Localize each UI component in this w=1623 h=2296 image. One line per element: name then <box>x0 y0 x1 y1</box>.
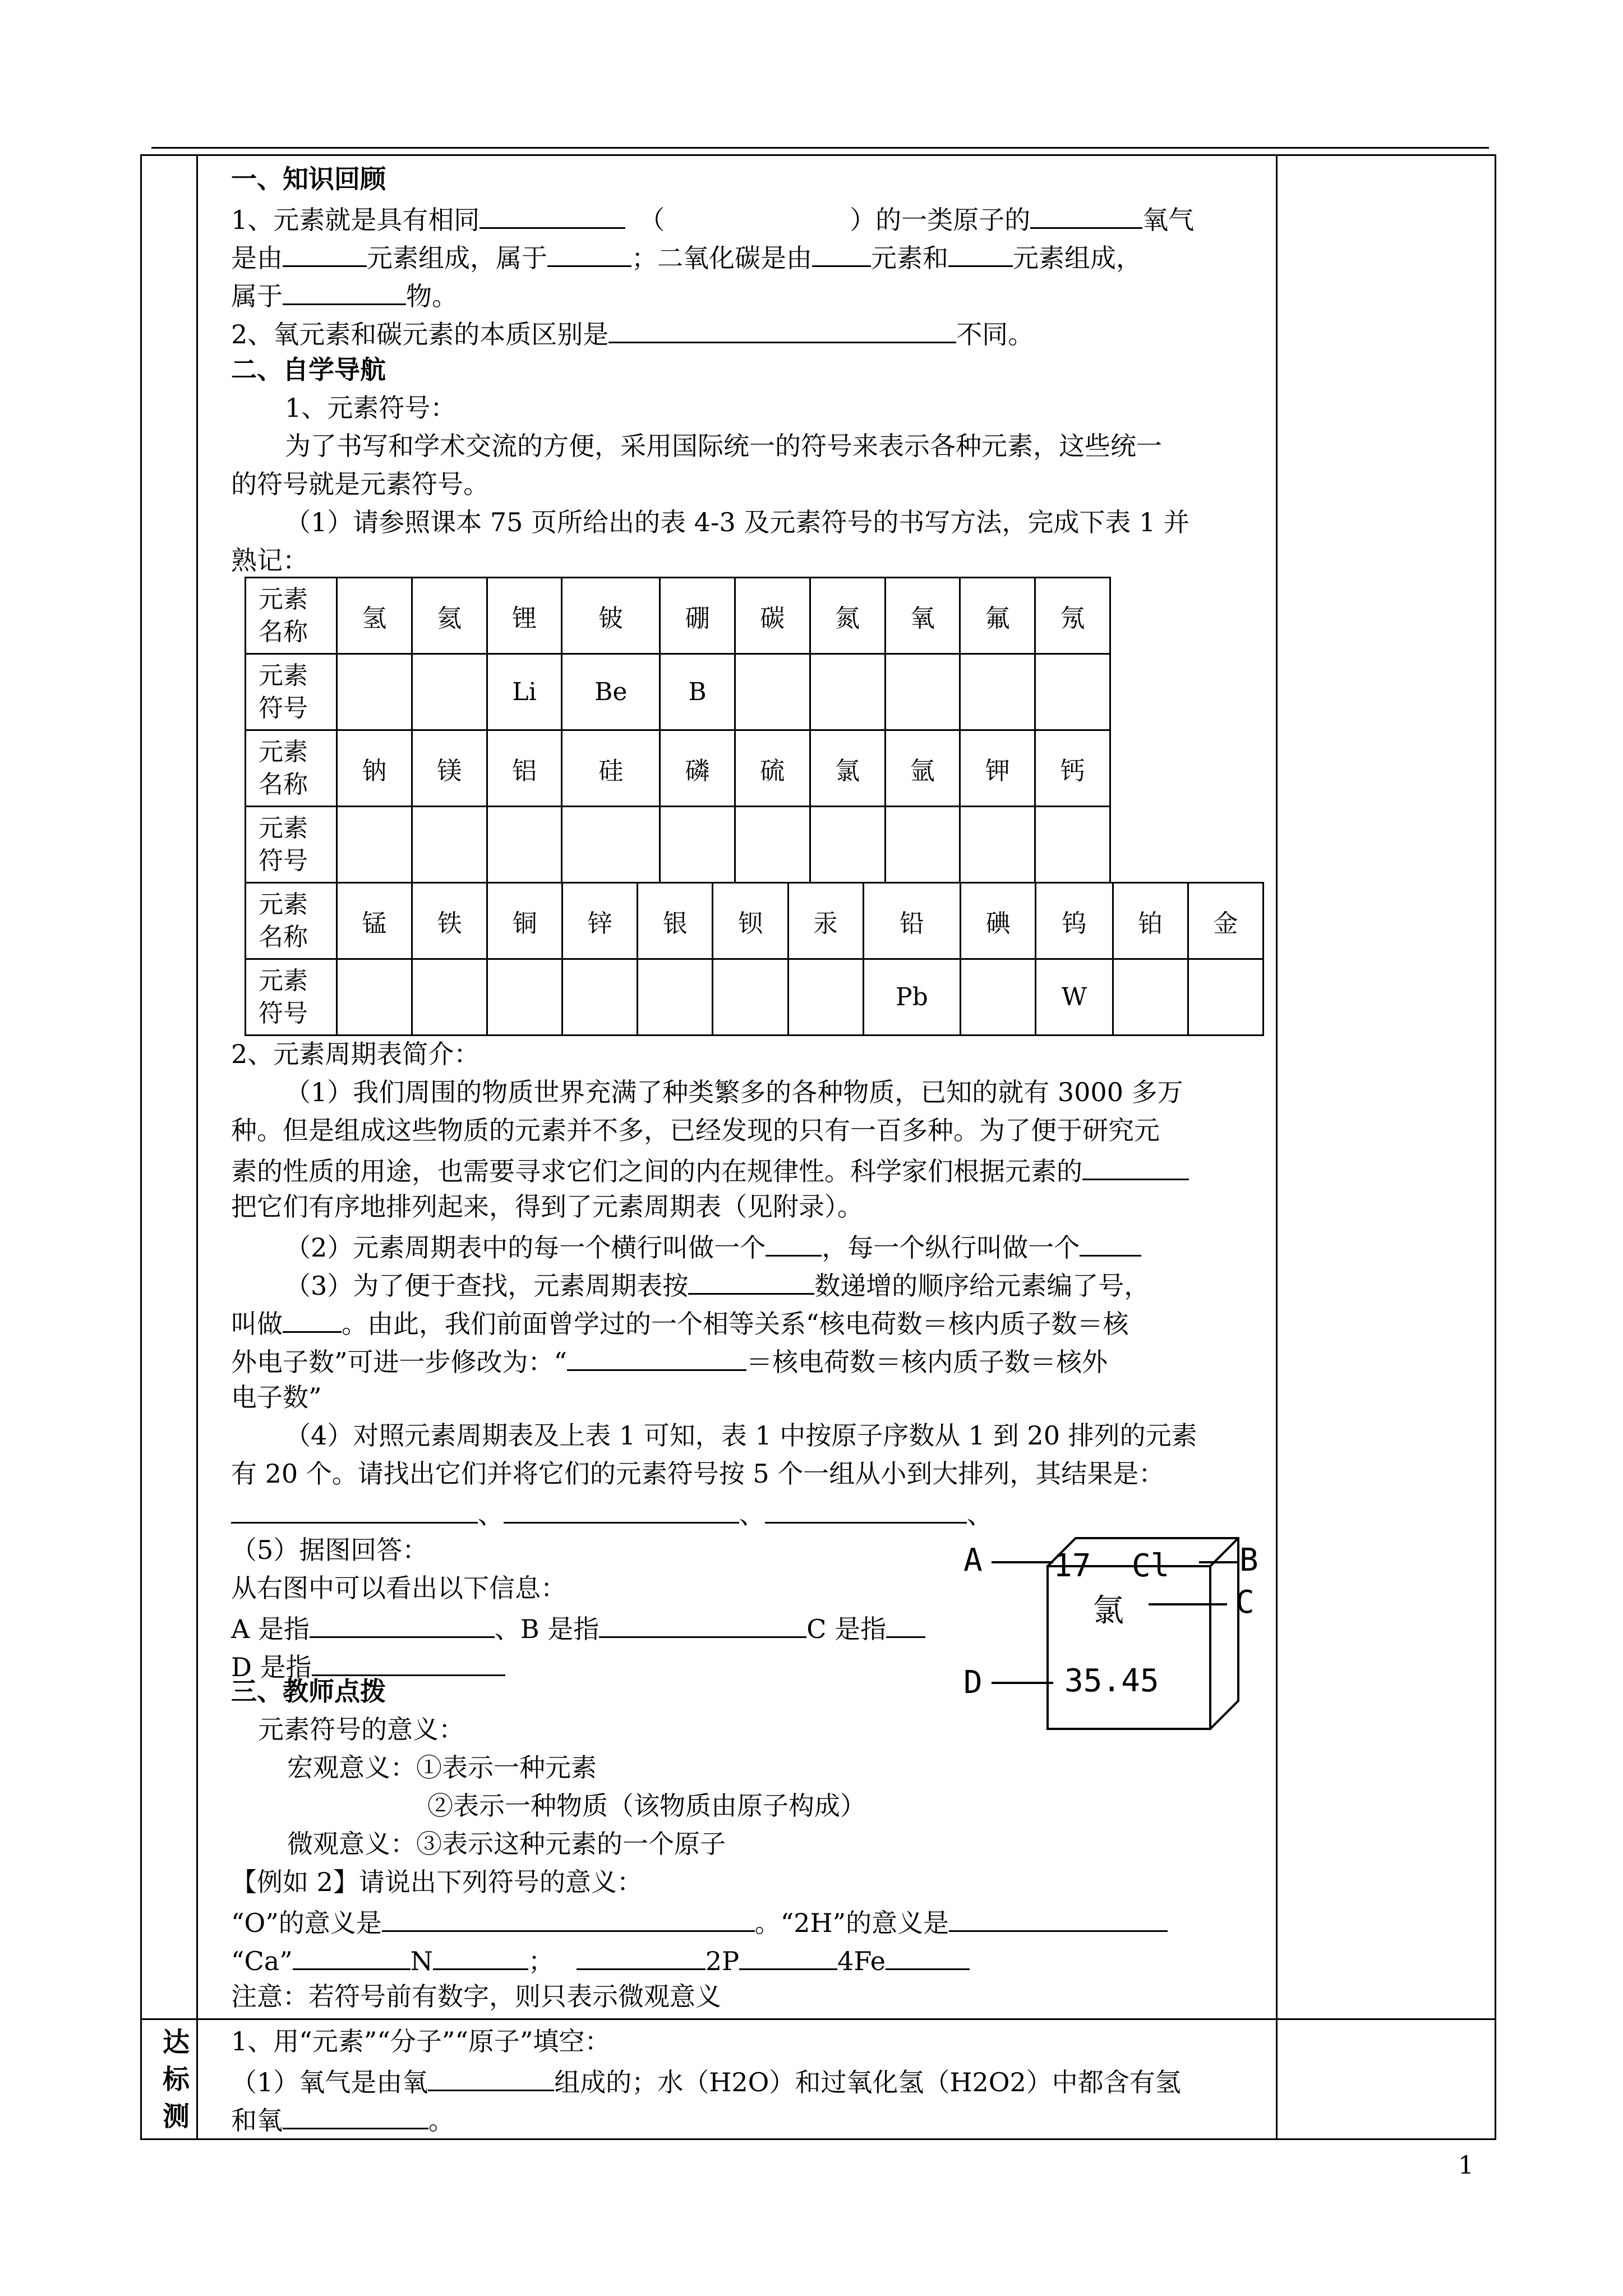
table-row <box>246 578 1110 654</box>
question-line: （1）氧气是由氧 组成的；水（H2O）和过氧化氢（H2O2）中都含有氢 <box>231 2060 1181 2101</box>
element-name-cell: 汞 <box>788 883 863 959</box>
element-name-cell: 铍 <box>562 578 660 654</box>
paragraph-line: 有 20 个。请找出它们并将它们的元素符号按 5 个一组从小到大排列，其结果是： <box>231 1458 1165 1489</box>
element-symbol-cell <box>885 807 960 883</box>
page-top-rule <box>151 147 1489 149</box>
paragraph-line: 微观意义：③表示这种元素的一个原子 <box>287 1829 726 1859</box>
element-symbol-cell <box>713 959 788 1036</box>
row-label: 元素 名称 <box>246 578 337 654</box>
element-name-cell: 锌 <box>562 883 638 959</box>
element-symbol-cell <box>412 807 487 883</box>
element-name-cell: 金 <box>1188 883 1263 959</box>
paragraph-line: 的符号就是元素符号。 <box>231 469 489 499</box>
element-symbol: Cl <box>1132 1548 1170 1584</box>
element-symbol-cell <box>735 807 810 883</box>
element-name-cell: 钠 <box>337 730 412 807</box>
answer-line: D 是指 <box>231 1645 505 1686</box>
element-name-cell: 铅 <box>863 883 960 959</box>
atomic-number: 17 <box>1053 1548 1091 1584</box>
element-name-cell: 氩 <box>885 730 960 807</box>
paragraph-line: 种。但是组成这些物质的元素并不多，已经发现的只有一百多种。为了便于研究元 <box>231 1115 1160 1145</box>
element-name-cell: 氧 <box>885 578 960 654</box>
label-a: A <box>963 1542 983 1579</box>
element-name-cell: 氟 <box>960 578 1035 654</box>
element-symbol-cell <box>337 959 412 1036</box>
element-symbol-cell <box>638 959 713 1036</box>
element-symbol-cell <box>960 654 1035 730</box>
paragraph-line: 元素符号的意义： <box>258 1714 464 1745</box>
element-symbol-cell: Li <box>487 654 562 730</box>
review-line-1: 1、元素就是具有相同 （ ）的一类原子的 氧气 <box>231 198 1194 239</box>
box-front <box>1048 1566 1210 1729</box>
section-heading-self-study: 二、自学导航 <box>231 355 386 385</box>
element-name-cell: 氦 <box>412 578 487 654</box>
element-name-cell: 钨 <box>1036 883 1113 959</box>
element-name-cell: 铜 <box>487 883 562 959</box>
element-name-cell: 氯 <box>810 730 885 807</box>
example-heading: 【例如 2】请说出下列符号的意义： <box>231 1867 643 1897</box>
element-name-cell: 氢 <box>337 578 412 654</box>
element-name-cell: 锂 <box>487 578 562 654</box>
paragraph-line: 素的性质的用途，也需要寻求它们之间的内在规律性。科学家们根据元素的 <box>231 1149 1189 1190</box>
question-4: （4）对照元素周期表及上表 1 可知，表 1 中按原子序数从 1 到 20 排列的元素 <box>285 1420 1197 1451</box>
table-row <box>246 730 1110 807</box>
element-box-diagram <box>963 1526 1266 1739</box>
element-name-cell: 磷 <box>660 730 735 807</box>
element-name-cell: 镁 <box>412 730 487 807</box>
review-line-2: 是由 元素组成，属于 ；二氧化碳是由 元素和 元素组成， <box>231 236 1142 277</box>
element-symbol-cell <box>810 807 885 883</box>
label-c: C <box>1235 1584 1255 1621</box>
answer-line: “O”的意义是 。“2H”的意义是 <box>231 1901 1168 1942</box>
element-symbol-cell <box>735 654 810 730</box>
element-symbol-cell <box>660 807 735 883</box>
paragraph-line: 宏观意义：①表示一种元素 <box>287 1752 597 1783</box>
element-symbol-cell <box>487 959 562 1036</box>
element-symbol-cell <box>412 959 487 1036</box>
side-label: 达 标 测 <box>162 2027 190 2132</box>
review-line-3: 属于 物。 <box>231 274 458 315</box>
paragraph-line: 电子数” <box>231 1382 322 1412</box>
element-name-cell: 铁 <box>412 883 487 959</box>
element-name-cell: 硅 <box>562 730 660 807</box>
paragraph-line: （1）请参照课本 75 页所给出的表 4-3 及元素符号的书写方法，完成下表 1 并 <box>285 507 1189 537</box>
element-symbol-cell <box>1035 654 1110 730</box>
row-label: 元素 符号 <box>246 654 337 730</box>
element-symbol-cell: Be <box>562 654 660 730</box>
row-label: 元素 名称 <box>246 883 337 959</box>
element-symbol-cell <box>337 654 412 730</box>
element-name: 氯 <box>1092 1593 1124 1629</box>
table-row <box>246 807 1110 883</box>
element-symbol-cell: Pb <box>863 959 960 1036</box>
page-number: 1 <box>1458 2151 1474 2180</box>
paragraph-line: 从右图中可以看出以下信息： <box>231 1573 566 1603</box>
element-table-rows-1-4 <box>245 577 1111 884</box>
element-symbol-cell <box>788 959 863 1036</box>
element-name-cell: 铂 <box>1113 883 1188 959</box>
element-symbol-cell <box>1113 959 1188 1036</box>
question-line: 1、用“元素”“分子”“原子”填空： <box>231 2026 611 2056</box>
element-symbol-cell <box>1035 807 1110 883</box>
element-symbol-cell <box>810 654 885 730</box>
element-symbol-subheading: 1、元素符号： <box>285 393 457 423</box>
row-label: 元素 名称 <box>246 730 337 807</box>
row-label: 元素 符号 <box>246 807 337 883</box>
element-name-cell: 钾 <box>960 730 1035 807</box>
element-symbol-cell <box>562 959 638 1036</box>
answer-line: A 是指 、B 是指 C 是指 <box>231 1607 925 1648</box>
element-name-cell: 碘 <box>961 883 1036 959</box>
paragraph-line: 把它们有序地排列起来，得到了元素周期表（见附录）。 <box>231 1191 863 1222</box>
table-row <box>246 883 1264 959</box>
element-symbol-cell <box>487 807 562 883</box>
review-line-4: 2、氧元素和碳元素的本质区别是 不同。 <box>231 312 1034 353</box>
section-heading-teacher: 三、教师点拨 <box>231 1676 386 1706</box>
element-symbol-cell <box>337 807 412 883</box>
question-2: （2）元素周期表中的每一个横行叫做一个 ，每一个纵行叫做一个 <box>285 1226 1141 1267</box>
note-line: 注意：若符号前有数字，则只表示微观意义 <box>231 1981 721 2012</box>
question-line: 和氧 。 <box>231 2099 454 2139</box>
section-heading-review: 一、知识回顾 <box>231 164 386 194</box>
table-row <box>246 959 1264 1036</box>
paragraph-line: 叫做 。由此，我们前面曾学过的一个相等关系“核电荷数＝核内质子数＝核 <box>231 1302 1129 1343</box>
section-divider <box>140 2018 1496 2020</box>
answer-line: “Ca” N ； 2P 4Fe <box>231 1939 970 1980</box>
element-name-cell: 铝 <box>487 730 562 807</box>
left-column-divider <box>196 154 198 2140</box>
element-symbol-cell <box>412 654 487 730</box>
element-symbol-cell <box>562 807 660 883</box>
row-label: 元素 符号 <box>246 959 337 1036</box>
paragraph-line: ②表示一种物质（该物质由原子构成） <box>427 1791 866 1821</box>
element-symbol-cell: B <box>660 654 735 730</box>
atomic-mass: 35.45 <box>1064 1663 1159 1699</box>
right-column-divider <box>1276 154 1278 2140</box>
element-name-cell: 银 <box>638 883 713 959</box>
element-symbol-cell: W <box>1036 959 1113 1036</box>
element-name-cell: 钙 <box>1035 730 1110 807</box>
table-row <box>246 654 1110 730</box>
element-name-cell: 碳 <box>735 578 810 654</box>
element-symbol-cell <box>1188 959 1263 1036</box>
element-name-cell: 锰 <box>337 883 412 959</box>
periodic-table-subheading: 2、元素周期表简介： <box>231 1039 480 1069</box>
paragraph-line: 熟记： <box>231 545 308 576</box>
element-symbol-cell <box>960 807 1035 883</box>
element-table-rows-5-6 <box>245 882 1264 1036</box>
element-name-cell: 硫 <box>735 730 810 807</box>
paragraph-line: 外电子数”可进一步修改为：“ ＝核电荷数＝核内质子数＝核外 <box>231 1340 1108 1381</box>
element-symbol-cell <box>961 959 1036 1036</box>
question-3: （3）为了便于查找，元素周期表按 数递增的顺序给元素编了号， <box>285 1264 1150 1305</box>
element-name-cell: 硼 <box>660 578 735 654</box>
label-d: D <box>963 1664 983 1701</box>
label-b: B <box>1239 1542 1258 1579</box>
element-name-cell: 氮 <box>810 578 885 654</box>
element-name-cell: 钡 <box>713 883 788 959</box>
paragraph-line: 为了书写和学术交流的方便，采用国际统一的符号来表示各种元素，这些统一 <box>285 431 1162 461</box>
element-symbol-cell <box>885 654 960 730</box>
question-5: （5）据图回答： <box>231 1535 428 1565</box>
element-name-cell: 氖 <box>1035 578 1110 654</box>
answer-line: 、 、 、 <box>231 1493 993 1534</box>
paragraph-line: （1）我们周围的物质世界充满了种类繁多的各种物质，已知的就有 3000 多万 <box>285 1077 1183 1107</box>
